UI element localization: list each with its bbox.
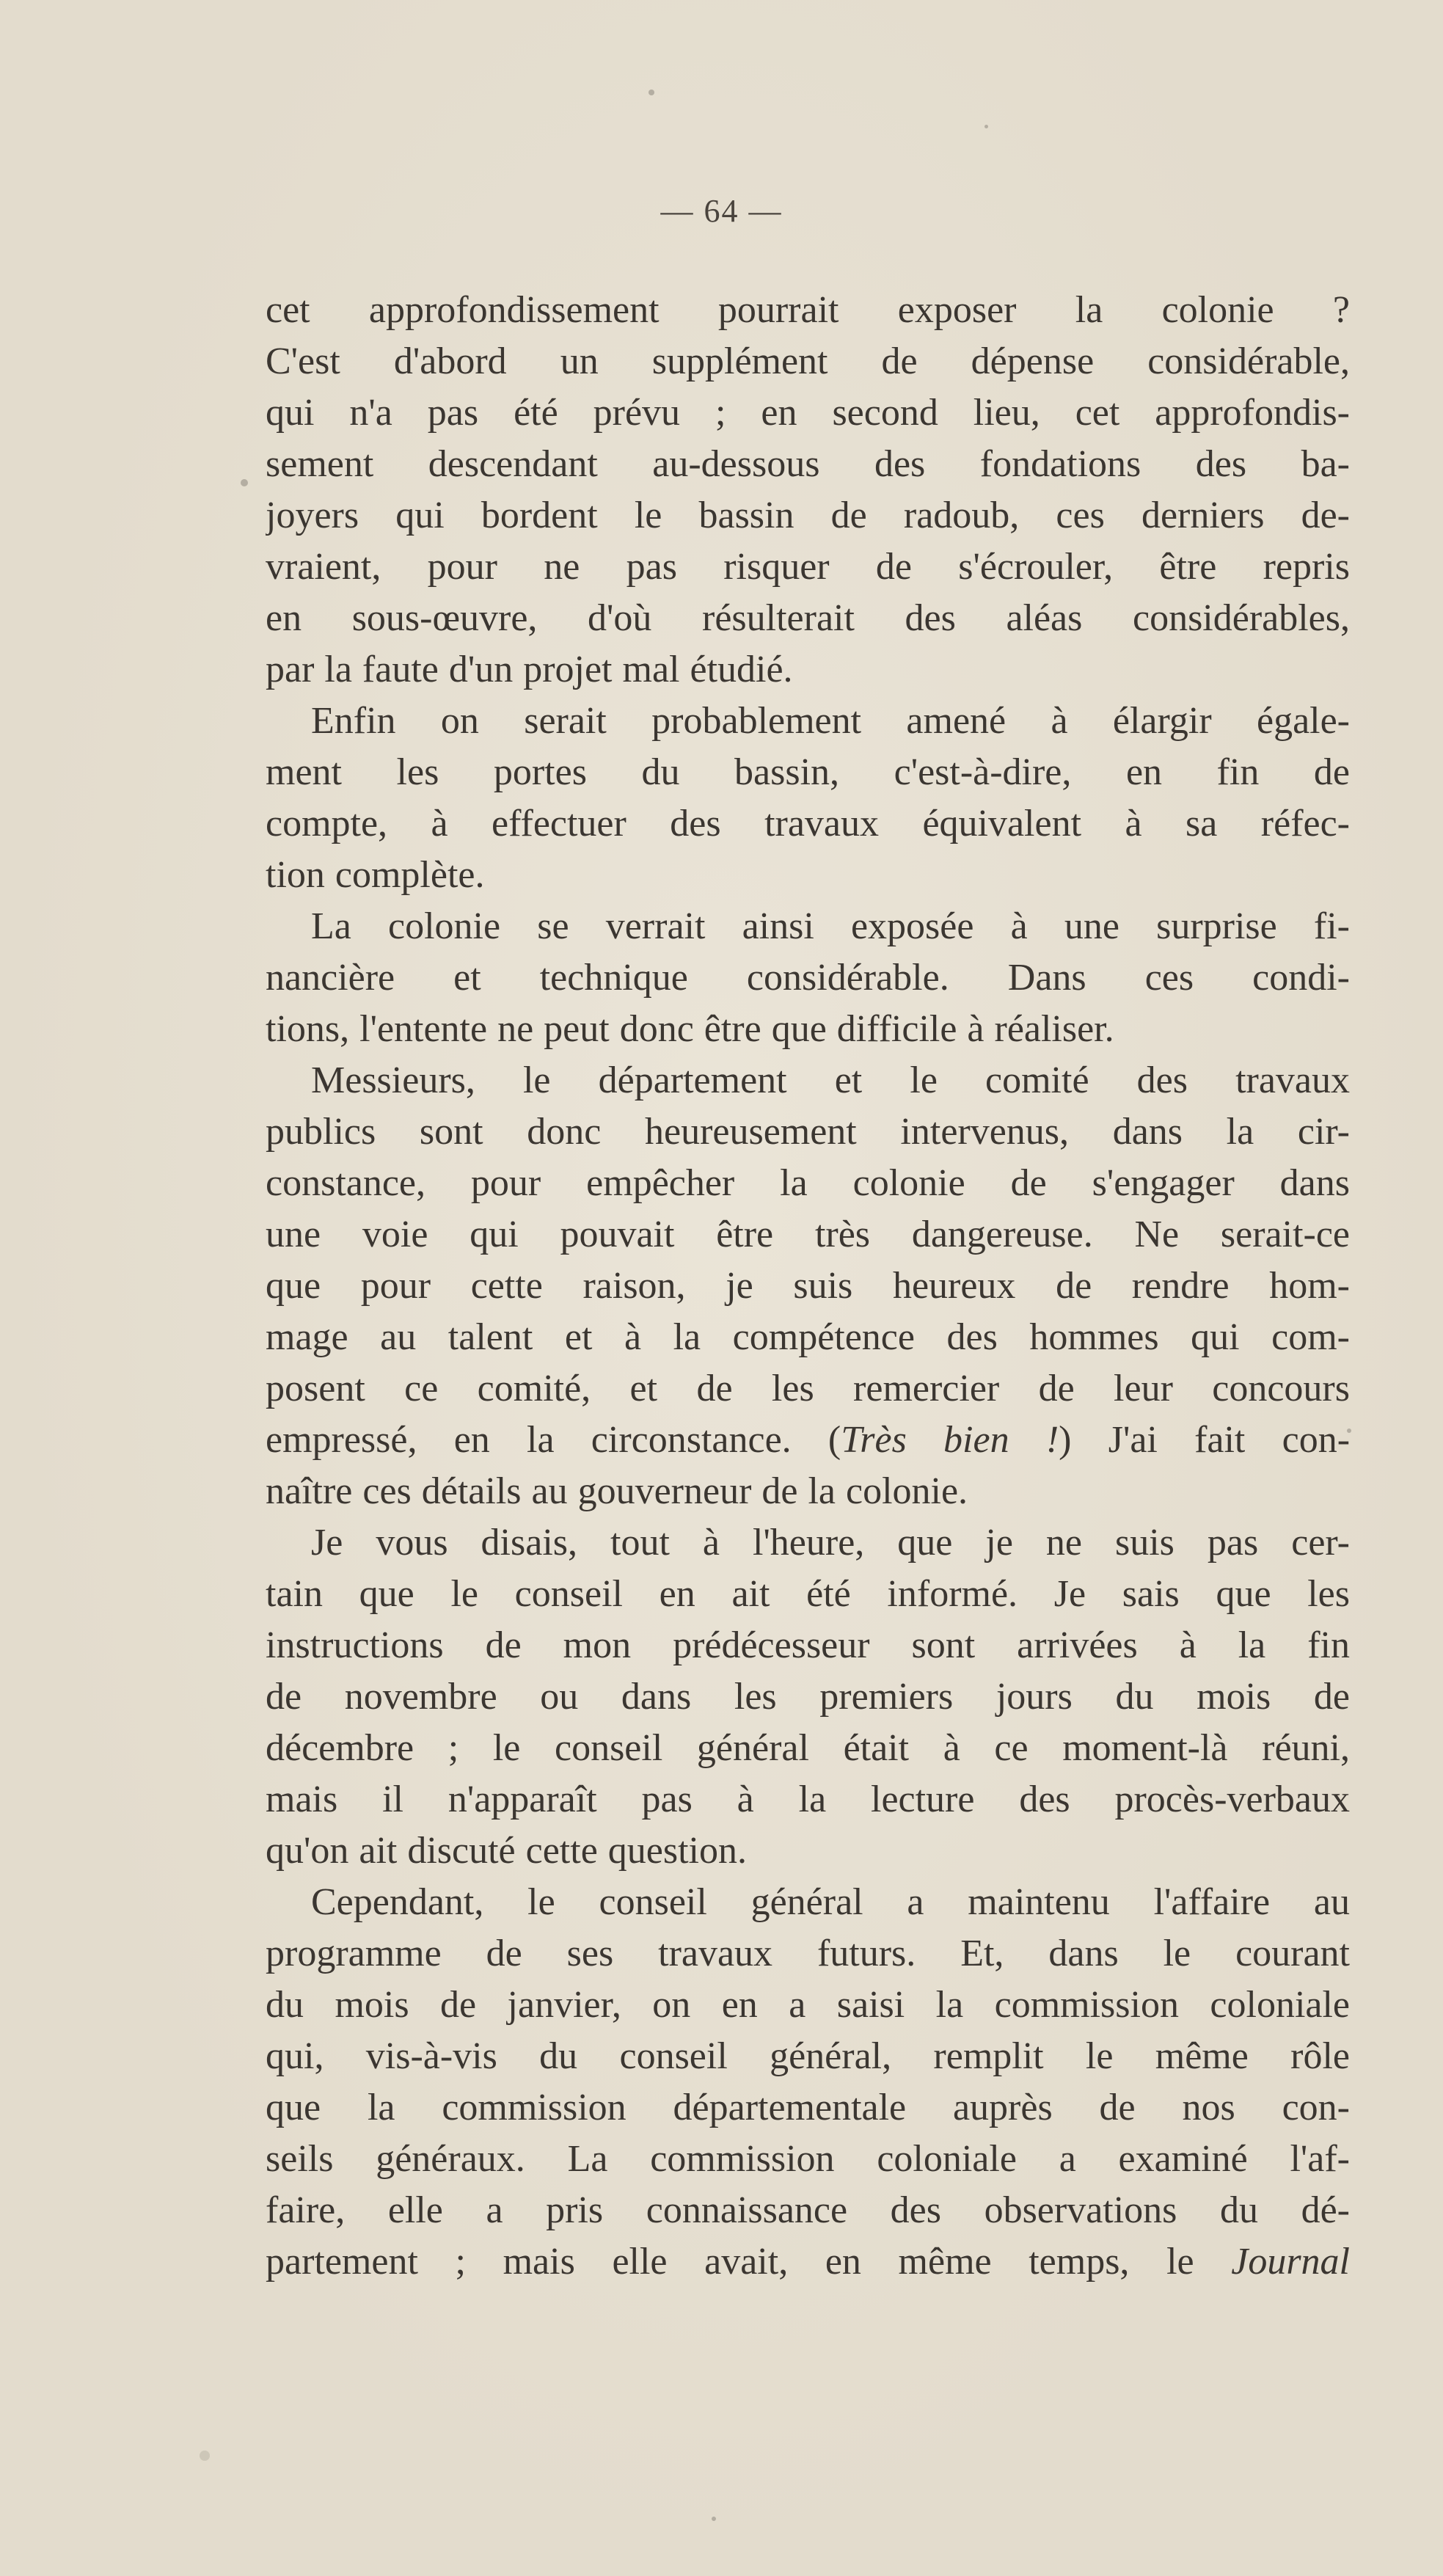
paragraph [266,1877,1350,2288]
text-line: compte, à effectuer des travaux équivalent à sa réfec- [266,803,1350,844]
text-line: C'est d'abord un supplément de dépense considérable, [266,340,1350,382]
text-line: mage au talent et à la compétence des hommes qui com- [266,1316,1350,1358]
text-line: posent ce comité, et de les remercier de leur concours [266,1368,1350,1409]
paper-speck [712,2517,716,2521]
text-line: Cependant, le conseil général a maintenu l'affaire au [311,1881,1350,1923]
text-line: que pour cette raison, je suis heureux de rendre hom- [266,1265,1350,1307]
text-line: mais il n'apparaît pas à la lecture des procès-verbaux [266,1778,1350,1820]
text-line: cet approfondissement pourrait exposer la colonie ? [266,289,1350,331]
paper-speck [241,479,248,486]
paragraph [266,696,1350,901]
text-line: qui n'a pas été prévu ; en second lieu, cet approfondis- [266,392,1350,434]
text-line: faire, elle a pris connaissance des observations du dé- [266,2189,1350,2231]
text-line: vraient, pour ne pas risquer de s'écrouler, être repris [266,546,1350,588]
text-line: décembre ; le conseil général était à ce moment-là réuni, [266,1727,1350,1769]
text-line: nancière et technique considérable. Dans ces condi- [266,957,1350,999]
text-line: par la faute d'un projet mal étudié. [266,649,793,690]
text-line: tion complète. [266,854,485,896]
text-fragment: empressé, en la circonstance. ( [266,1419,841,1461]
text-fragment: partement ; mais elle avait, en même temps, le [266,2241,1232,2283]
text-line: qui, vis-à-vis du conseil général, remplit le même rôle [266,2035,1350,2077]
text-line: instructions de mon prédécesseur sont arrivées à la fin [266,1624,1350,1666]
text-line-with-italic [266,2236,1350,2288]
text-line: naître ces détails au gouverneur de la colonie. [266,1470,968,1512]
paper-speck [984,125,988,128]
text-line: sement descendant au-dessous des fondations des ba- [266,443,1350,485]
page-number: — 64 — [660,193,783,229]
text-line: Messieurs, le département et le comité des travaux [311,1059,1350,1101]
text-line: ment les portes du bassin, c'est-à-dire, en fin de [266,751,1350,793]
text-line: en sous-œuvre, d'où résulterait des aléas considérables, [266,597,1350,639]
text-line: joyers qui bordent le bassin de radoub, ces derniers de- [266,495,1350,536]
text-fragment: ) J'ai fait con- [1059,1419,1350,1461]
text-line: constance, pour empêcher la colonie de s'engager dans [266,1162,1350,1204]
text-line: La colonie se verrait ainsi exposée à une surprise fi- [311,905,1350,947]
text-line: programme de ses travaux futurs. Et, dans le courant [266,1933,1350,1974]
text-line: que la commission départementale auprès de nos con- [266,2087,1350,2128]
paragraph [266,1055,1350,1517]
paragraph [266,901,1350,1055]
paper-speck [200,2451,210,2461]
text-line: de novembre ou dans les premiers jours du mois de [266,1676,1350,1718]
paragraph [266,285,1350,696]
text-line: tions, l'entente ne peut donc être que difficile à réaliser. [266,1008,1114,1050]
text-line: qu'on ait discuté cette question. [266,1830,747,1872]
text-line: du mois de janvier, on en a saisi la commission coloniale [266,1984,1350,2026]
text-line: seils généraux. La commission coloniale a examiné l'af- [266,2138,1350,2180]
italic-interjection: Très bien ! [841,1419,1059,1461]
paper-speck [649,90,654,95]
body-text [266,285,1350,2288]
text-line: Enfin on serait probablement amené à élargir égale- [311,700,1350,742]
text-line: Je vous disais, tout à l'heure, que je ne suis pas cer- [311,1522,1350,1564]
text-line: publics sont donc heureusement intervenus, dans la cir- [266,1111,1350,1153]
text-line: une voie qui pouvait être très dangereuse. Ne serait-ce [266,1214,1350,1255]
text-line: tain que le conseil en ait été informé. Je sais que les [266,1573,1350,1615]
text-line-with-italic [266,1415,1350,1466]
italic-word: Journal [1231,2241,1350,2283]
paragraph [266,1517,1350,1877]
